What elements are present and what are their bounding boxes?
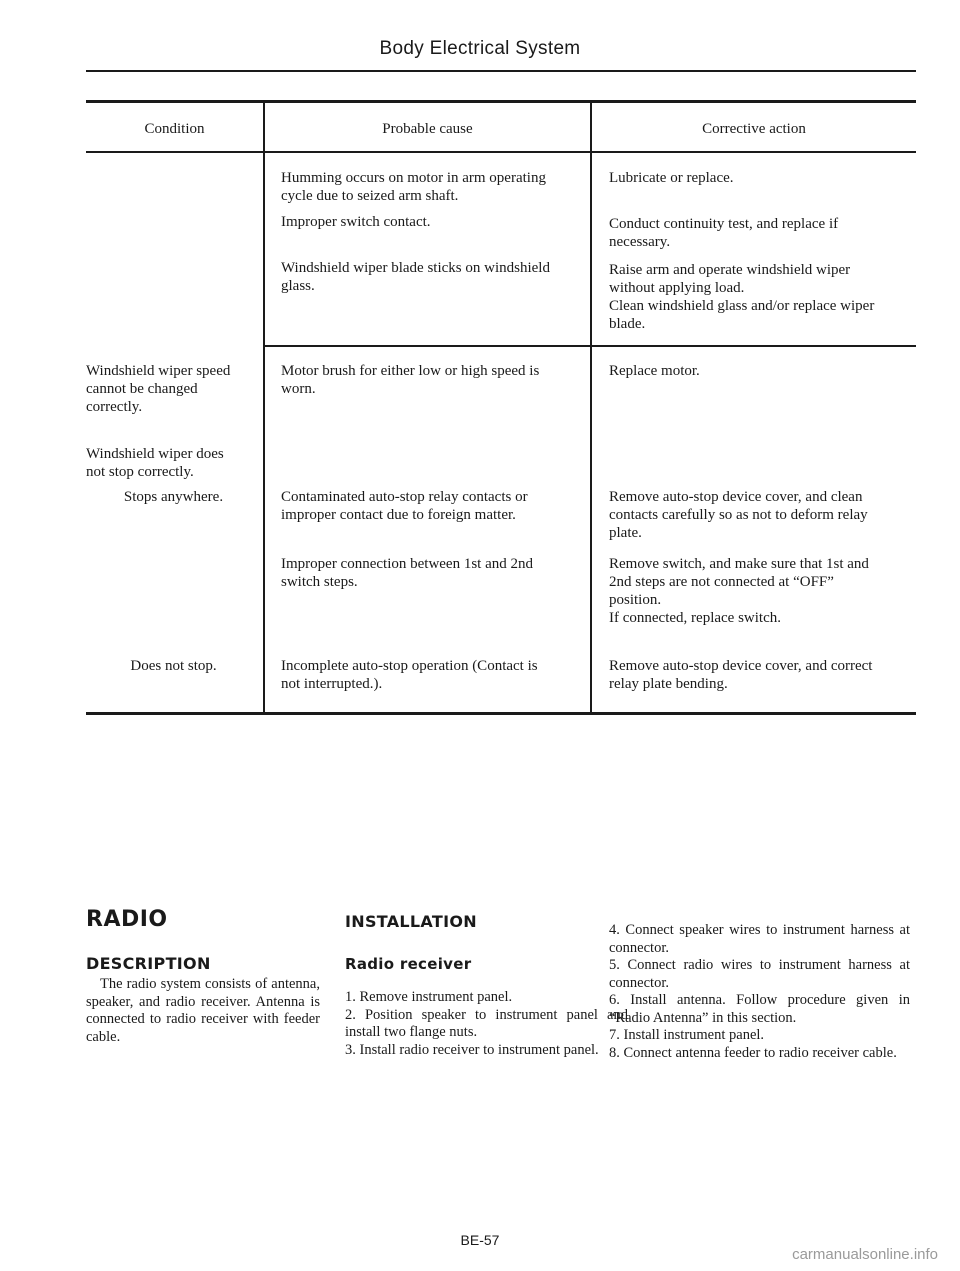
column-header-cause: Probable cause bbox=[382, 121, 473, 137]
installation-step-1: 1. Remove instrument panel. bbox=[345, 989, 513, 1005]
row3-cause-3: Incomplete auto-stop operation (Contact is not interrupted.). bbox=[281, 658, 538, 692]
installation-step-8: 8. Connect antenna feeder to radio receiver cable. bbox=[609, 1044, 897, 1061]
page-header-title: Body Electrical System bbox=[379, 38, 581, 59]
installation-heading: INSTALLATION bbox=[345, 912, 477, 931]
row1-action-3: Raise arm and operate windshield wiper without applying load. Clean windshield glass and/or replace wiper blade. bbox=[609, 262, 875, 332]
row3-sub-condition-does-not-stop: Does not stop. bbox=[130, 658, 217, 674]
row3-cause-1: Contaminated auto-stop relay contacts or improper contact due to foreign matter. bbox=[281, 489, 528, 523]
installation-step-7: 7. Install instrument panel. bbox=[609, 1027, 765, 1043]
row1-cause-3: Windshield wiper blade sticks on windshield glass. bbox=[281, 260, 550, 294]
row1-action-1: Lubricate or replace. bbox=[609, 170, 734, 186]
row3-condition: Windshield wiper does not stop correctly. bbox=[86, 446, 224, 480]
table-top-rule bbox=[86, 100, 916, 103]
page-number: BE-57 bbox=[460, 1232, 500, 1248]
row2-action: Replace motor. bbox=[609, 363, 700, 379]
column-header-action: Corrective action bbox=[702, 121, 806, 137]
row1-cause-1: Humming occurs on motor in arm operating cycle due to seized arm shaft. bbox=[281, 170, 546, 204]
installation-step-3: 3. Install radio receiver to instrument panel. bbox=[345, 1041, 599, 1058]
radio-heading: RADIO bbox=[86, 907, 168, 932]
row3-cause-2: Improper connection between 1st and 2nd switch steps. bbox=[281, 556, 534, 590]
table-bottom-rule bbox=[86, 712, 916, 715]
table-header-rule bbox=[86, 151, 916, 153]
description-text: The radio system consists of antenna, speaker, and radio receiver. Antenna is connected to radio receiver with feeder cable. bbox=[86, 976, 320, 1045]
row3-sub-condition-stops-anywhere: Stops anywhere. bbox=[123, 489, 224, 505]
row3-action-2: Remove switch, and make sure that 1st and 2nd steps are not connected at “OFF” position. If connected, replace switch. bbox=[609, 556, 869, 626]
row3-action-3: Remove auto-stop device cover, and correct relay plate bending. bbox=[609, 658, 873, 692]
radio-receiver-subheading: Radio receiver bbox=[345, 955, 472, 973]
table-row-rule-1 bbox=[263, 345, 916, 347]
table-col-divider-2 bbox=[590, 100, 592, 714]
table-col-divider-1 bbox=[263, 100, 265, 714]
row2-condition: Windshield wiper speed cannot be changed correctly. bbox=[86, 363, 231, 415]
column-header-condition: Condition bbox=[144, 121, 205, 137]
row1-action-2: Conduct continuity test, and replace if necessary. bbox=[609, 216, 839, 250]
description-heading: DESCRIPTION bbox=[86, 954, 211, 973]
installation-step-6: 6. Install antenna. Follow procedure given in “Radio Antenna” in this section. bbox=[609, 992, 910, 1026]
installation-step-4: 4. Connect speaker wires to instrument harness at connector. bbox=[609, 922, 910, 956]
header-rule bbox=[86, 70, 916, 72]
row2-cause: Motor brush for either low or high speed is worn. bbox=[281, 363, 540, 397]
installation-step-5: 5. Connect radio wires to instrument harness at connector. bbox=[609, 957, 910, 991]
watermark-text: carmanualsonline.info bbox=[792, 1246, 938, 1263]
installation-steps-col2 bbox=[609, 922, 910, 1062]
installation-steps-col1 bbox=[345, 989, 628, 1059]
installation-step-2: 2. Position speaker to instrument panel and install two flange nuts. bbox=[345, 1006, 628, 1040]
row1-cause-2: Improper switch contact. bbox=[281, 214, 431, 230]
row3-action-1: Remove auto-stop device cover, and clean contacts carefully so as not to deform relay plate. bbox=[609, 489, 868, 541]
